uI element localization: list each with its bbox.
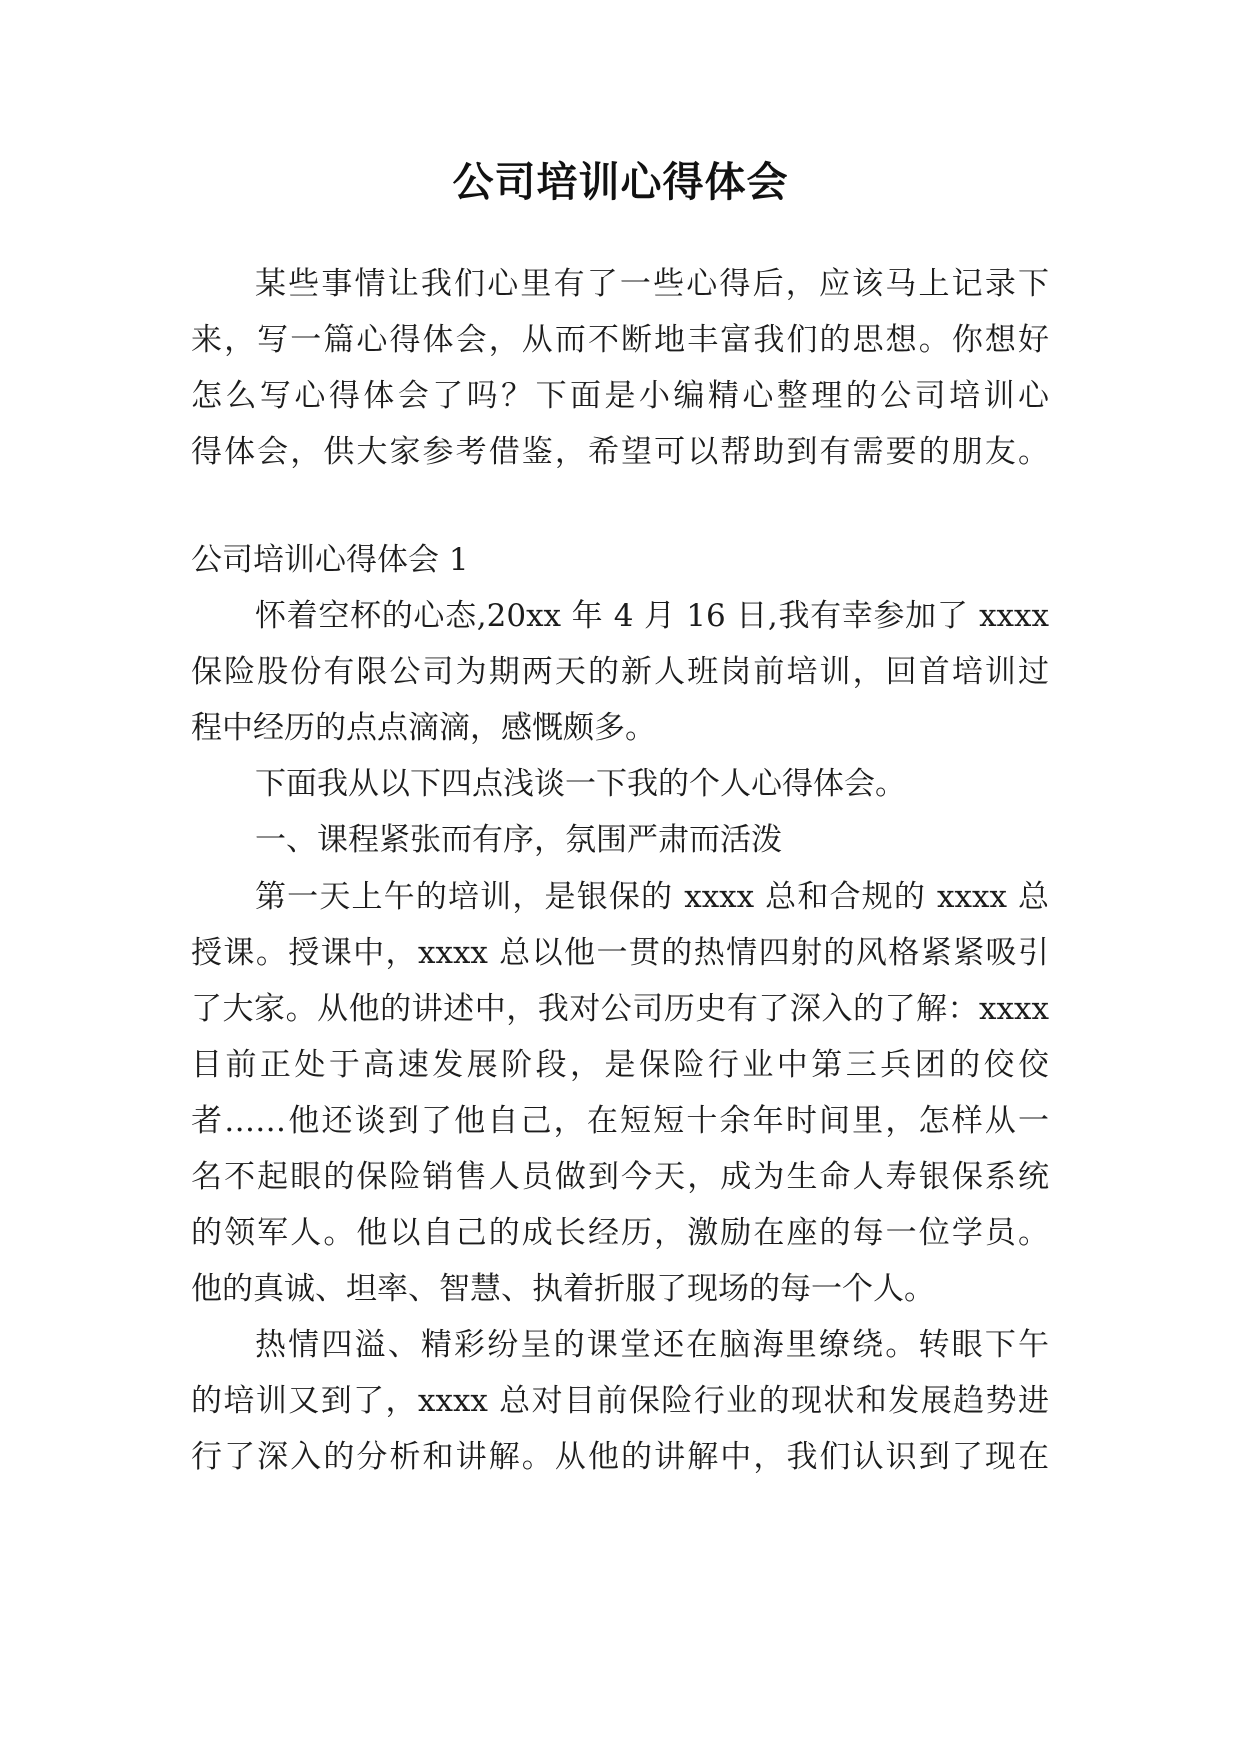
- section-heading: 公司培训心得体会 1: [191, 542, 469, 578]
- paragraph-line: 的领军人。他以自己的成长经历，激励在座的每一位学员。: [191, 1215, 1049, 1251]
- subheading: 一、课程紧张而有序，氛围严肃而活泼: [255, 822, 782, 858]
- intro-line: 来，写一篇心得体会，从而不断地丰富我们的思想。你想好: [191, 322, 1049, 358]
- paragraph-line: 目前正处于高速发展阶段，是保险行业中第三兵团的佼佼: [191, 1047, 1049, 1083]
- paragraph-line: 行了深入的分析和讲解。从他的讲解中，我们认识到了现在: [191, 1439, 1049, 1475]
- paragraph-line: 的培训又到了，xxxx 总对目前保险行业的现状和发展趋势进: [191, 1383, 1049, 1419]
- document-title: 公司培训心得体会: [452, 158, 789, 206]
- paragraph-line: 保险股份有限公司为期两天的新人班岗前培训，回首培训过: [191, 654, 1049, 690]
- paragraph-line: 授课。授课中，xxxx 总以他一贯的热情四射的风格紧紧吸引: [191, 935, 1049, 971]
- paragraph-line: 热情四溢、精彩纷呈的课堂还在脑海里缭绕。转眼下午: [255, 1327, 1049, 1363]
- paragraph-line: 程中经历的点点滴滴，感慨颇多。: [191, 710, 656, 746]
- intro-line: 某些事情让我们心里有了一些心得后，应该马上记录下: [255, 266, 1049, 302]
- intro-line: 得体会，供大家参考借鉴，希望可以帮助到有需要的朋友。: [191, 434, 1049, 470]
- paragraph-line: 下面我从以下四点浅谈一下我的个人心得体会。: [255, 766, 906, 802]
- paragraph-line: 了大家。从他的讲述中，我对公司历史有了深入的了解：xxxx: [191, 991, 1049, 1027]
- paragraph-line: 者……他还谈到了他自己，在短短十余年时间里，怎样从一: [191, 1103, 1049, 1139]
- intro-line: 怎么写心得体会了吗？下面是小编精心整理的公司培训心: [191, 378, 1049, 414]
- paragraph-line: 怀着空杯的心态,20xx 年 4 月 16 日,我有幸参加了 xxxx: [255, 598, 1049, 634]
- paragraph-line: 名不起眼的保险销售人员做到今天，成为生命人寿银保系统: [191, 1159, 1049, 1195]
- paragraph-line: 他的真诚、坦率、智慧、执着折服了现场的每一个人。: [191, 1271, 935, 1307]
- paragraph-line: 第一天上午的培训，是银保的 xxxx 总和合规的 xxxx 总: [255, 879, 1049, 915]
